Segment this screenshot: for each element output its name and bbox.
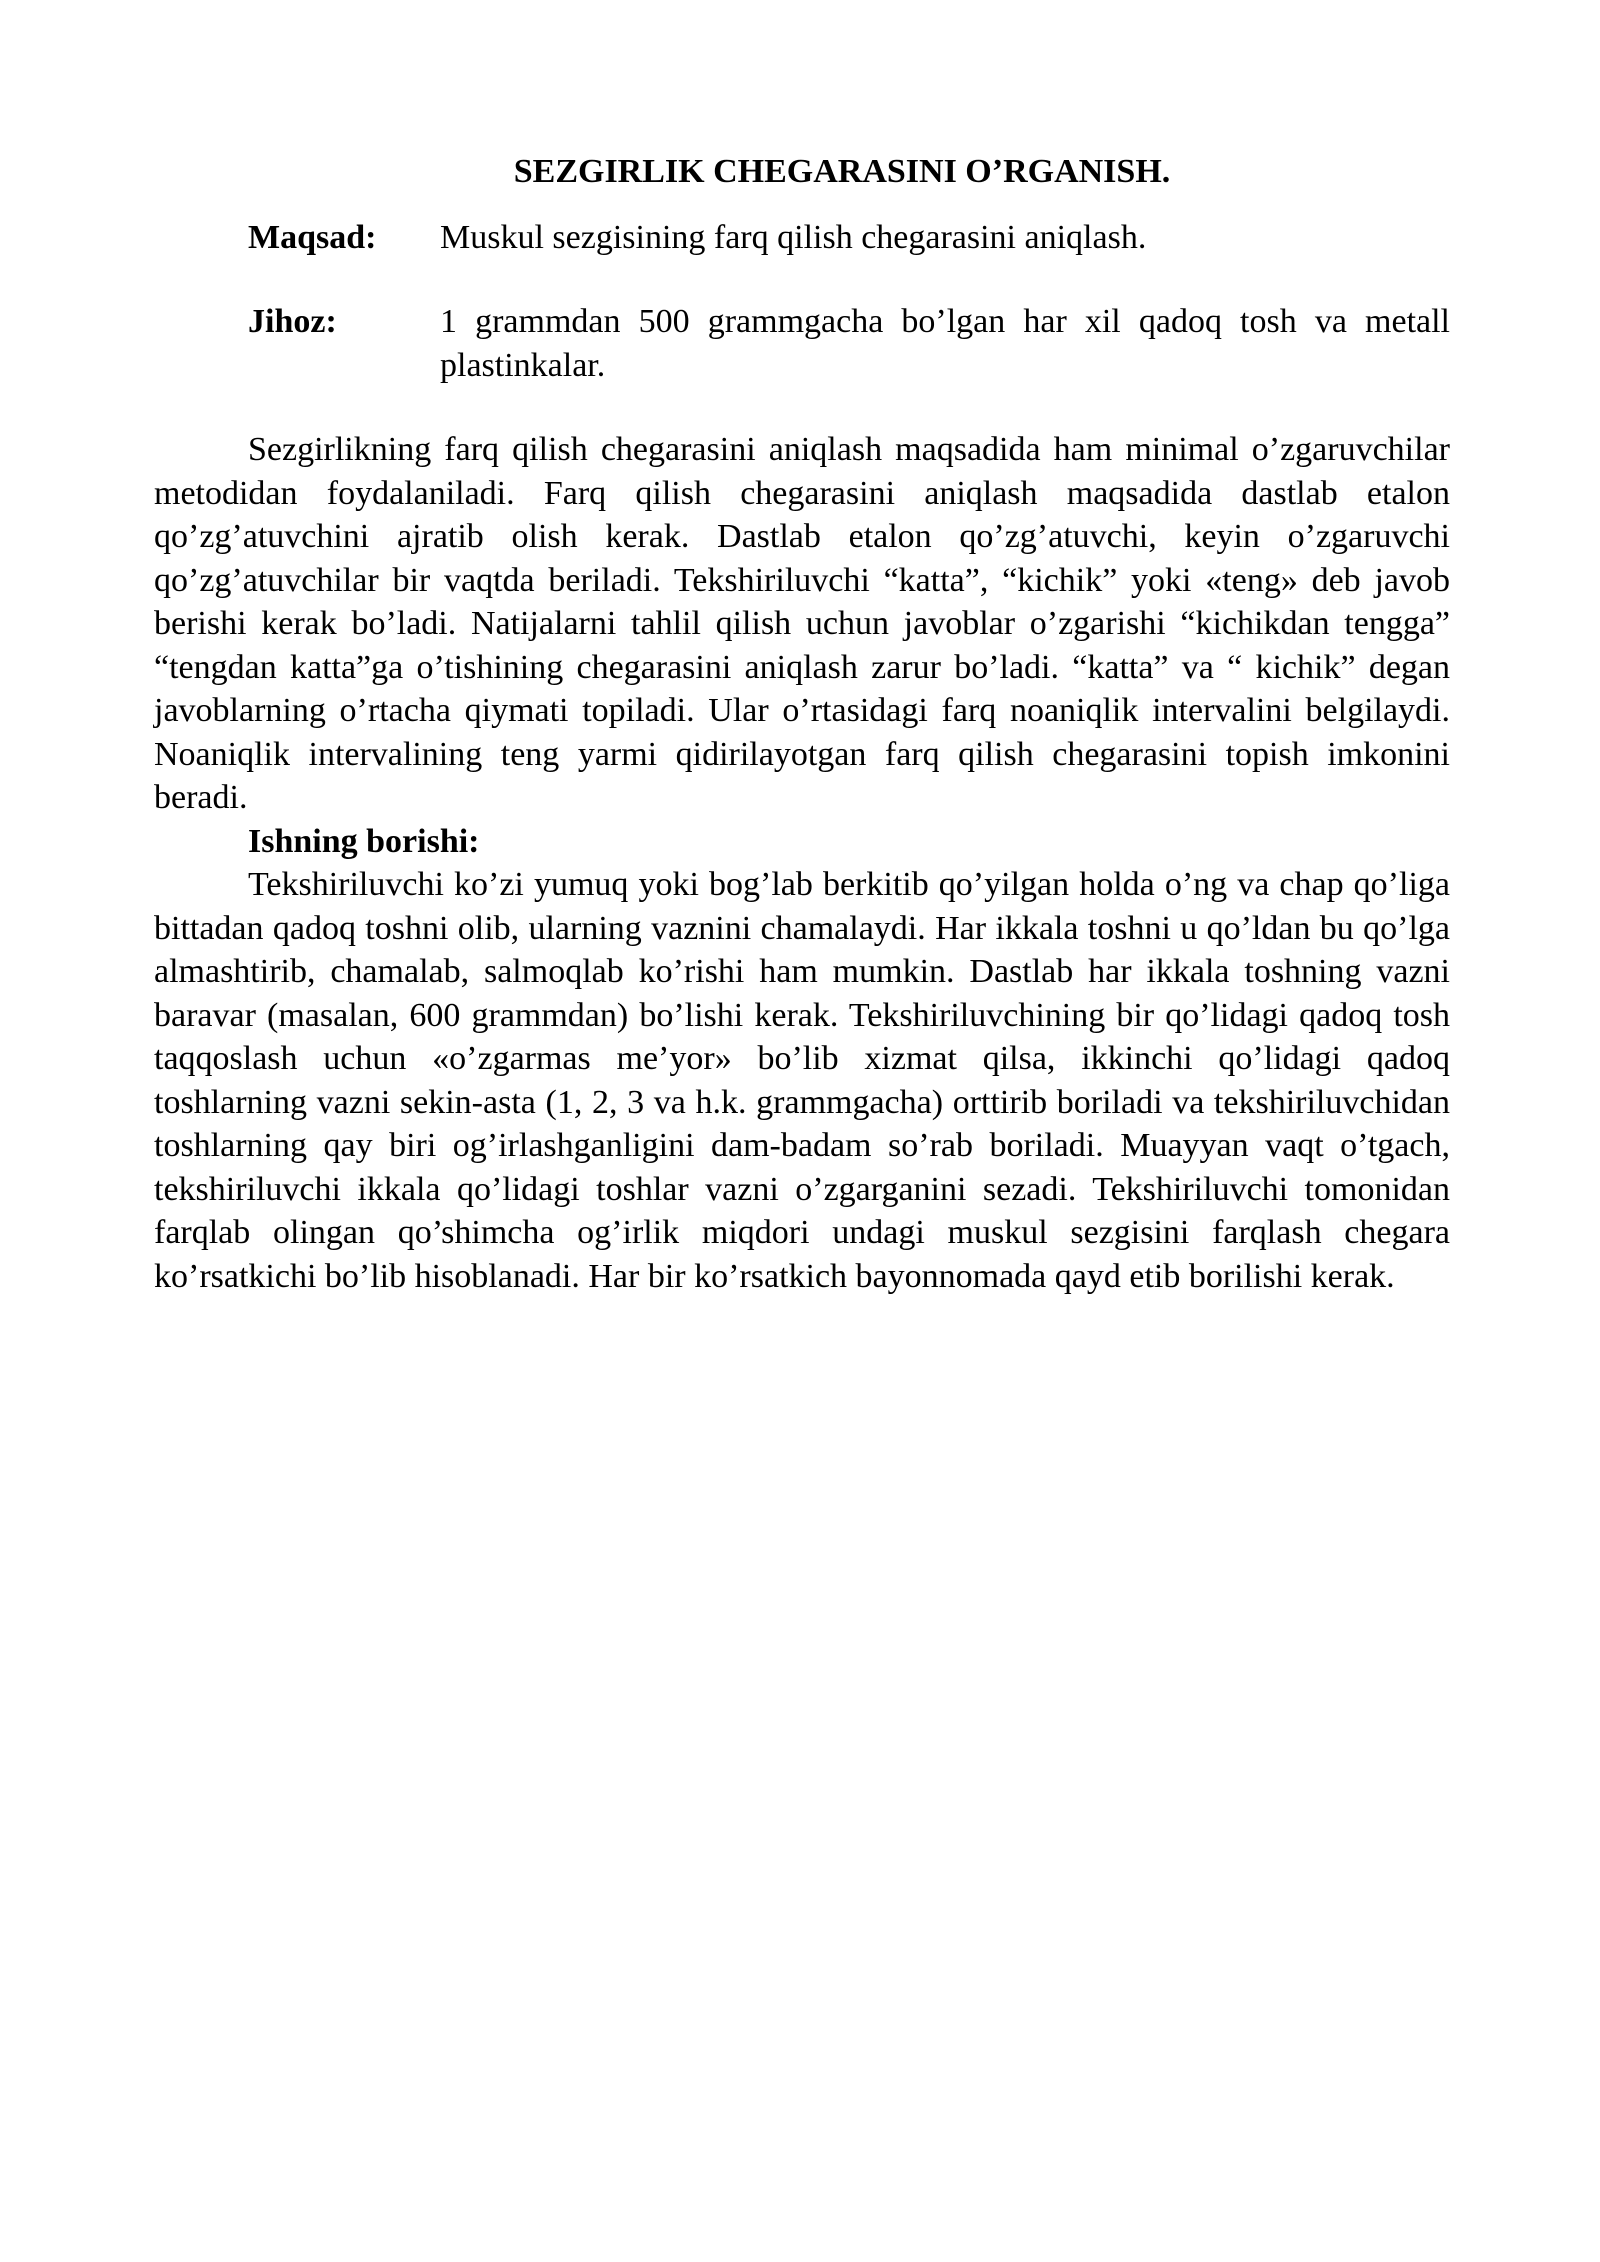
equipment-label: Jihoz: xyxy=(248,303,337,340)
equipment-text: 1 grammdan 500 grammgacha bo’lgan har xil qadoq tosh va metall plastinkalar. xyxy=(440,303,1450,384)
procedure-paragraph: Tekshiriluvchi ko’zi yumuq yoki bog’lab berkitib qo’yilgan holda o’ng va chap qo’liga bittadan qadoq toshni olib, ularning vaznini chamalaydi. Har ikkala toshni u qo’ldan bu qo’lga almashtirib, chamalab, salmoqlab ko’rishi ham mumkin. Dastlab har ikkala toshning vazni baravar (masalan, 600 grammdan) bo’lishi kerak. Tekshiriluvchining bir qo’lidagi qadoq tosh taqqoslash uchun «o’zgarmas me’yor» bo’lib xizmat qilsa, ikkinchi qo’lidagi qadoq toshlarning vazni sekin-asta (1, 2, 3 va h.k. grammgacha) orttirib boriladi va tekshiriluvchidan toshlarning qay biri og’irlashganligini dam-badam so’rab boriladi. Muayyan vaqt o’tgach, tekshiriluvchi ikkala qo’lidagi toshlar vazni o’zgarganini sezadi. Tekshiriluvchi tomonidan farqlab olingan qo’shimcha og’irlik miqdori undagi muskul sezgisini farqlash chegara ko’rsatkichi bo’lib hisoblanadi. Har bir ko’rsatkich bayonnomada qayd etib borilishi kerak. xyxy=(154,866,1450,1295)
goal-label: Maqsad: xyxy=(248,218,377,256)
procedure-heading: Ishning borishi: xyxy=(248,822,480,860)
goal-row xyxy=(248,216,1450,260)
equipment-row xyxy=(248,300,1450,387)
intro-paragraph: Sezgirlikning farq qilish chegarasini aniqlash maqsadida ham minimal o’zgaruvchilar metodidan foydalaniladi. Farq qilish chegarasini aniqlash maqsadida dastlab etalon qo’zg’atuvchini ajratib olish kerak. Dastlab etalon qo’zg’atuvchi, keyin o’zgaruvchi qo’zg’atuvchilar bir vaqtda beriladi. Tekshiriluvchi “katta”, “kichik” yoki «teng» deb javob berishi kerak bo’ladi. Natijalarni tahlil qilish uchun javoblar o’zgarishi “kichikdan tengga” “tengdan katta”ga o’tishining chegarasini aniqlash zarur bo’ladi. “katta” va “ kichik” degan javoblarning o’rtacha qiymati topiladi. Ular o’rtasidagi farq noaniqlik intervalini belgilaydi. Noaniqlik intervalining teng yarmi qidirilayotgan farq qilish chegarasini topish imkonini beradi. xyxy=(154,431,1450,816)
page-title: SEZGIRLIK CHEGARASINI O’RGANISH. xyxy=(513,153,1171,190)
goal-text: Muskul sezgisining farq qilish chegarasini aniqlash. xyxy=(440,218,1147,256)
document-page xyxy=(154,150,1450,1298)
